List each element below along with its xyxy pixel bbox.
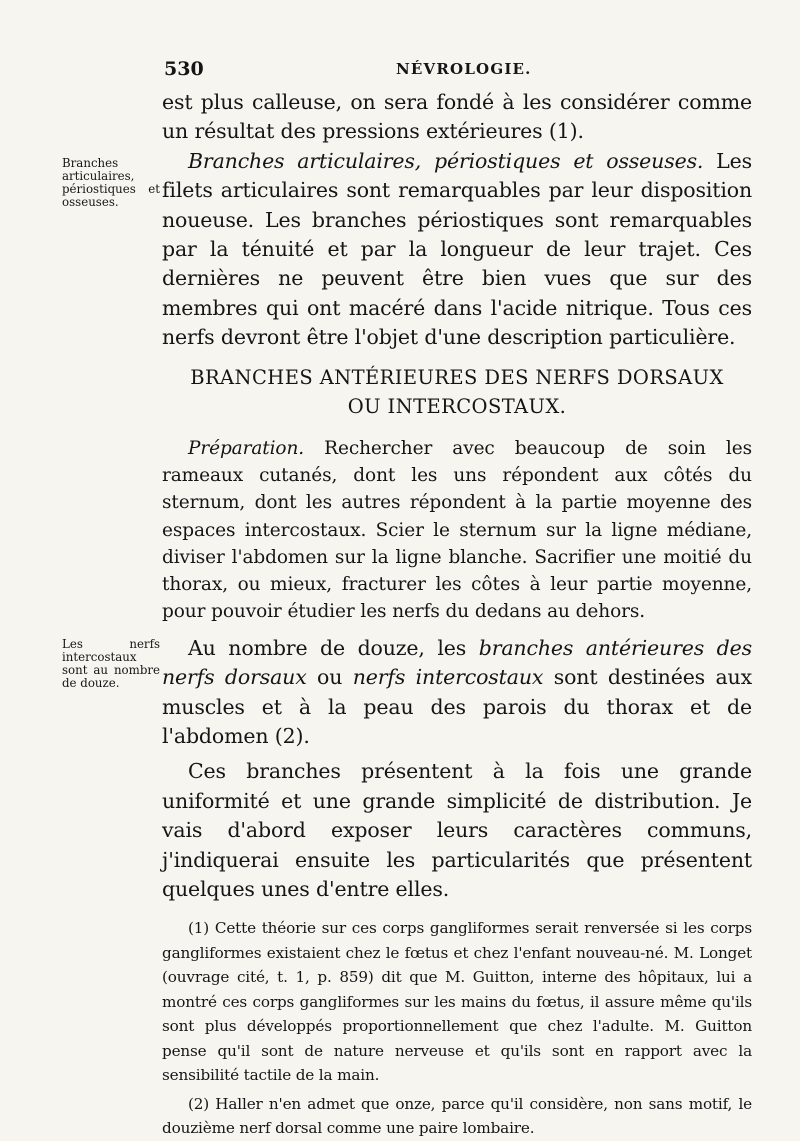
footnote-2: (2) Haller n'en admet que onze, parce qu'il considère, non sans motif, le douzième nerf dorsal comme une paire lombaire. (162, 1094, 752, 1138)
page-header (162, 58, 752, 82)
main-text (162, 88, 752, 1141)
running-head: NÉVROLOGIE. (396, 60, 532, 78)
p3-text-a: Au nombre de douze, les (188, 635, 479, 660)
term-intercostal-nerves: nerfs intercostaux (352, 665, 544, 690)
section-title-line-1: BRANCHES ANTÉRIEURES DES NERFS DORSAUX (190, 365, 724, 389)
margin-note-intercostal-count: Les nerfs intercostaux sont au nombre de douze. (62, 637, 160, 690)
term-anterior-branches: branches antérieures des nerfs dorsaux (162, 635, 753, 690)
paragraph-articular-text: Les filets articulaires sont remarquables par leur disposition noueuse. Les branches périostiques sont remarquables par la ténuité et par la longueur de leur trajet. Ces dernières ne peuvent être bien vues que sur des membres qui ont macéré dans l'acide nitrique. Tous ces nerfs devront être l'objet d'une description particulière. (162, 148, 752, 350)
margin-note-articular-branches: Branches articulaires, périostiques et osseuses. (62, 156, 160, 209)
section-title-line-2: OU INTERCOSTAUX. (347, 394, 567, 418)
paragraph-continuation: est plus calleuse, on sera fondé à les considérer comme un résultat des pressions extérieures (1). (162, 90, 752, 144)
paragraph-branches-uniformity: Ces branches présentent à la fois une grande uniformité et une grande simplicité de distribution. Je vais d'abord exposer leurs caractères communs, j'indiquerai ensuite les particularités que présentent quelques unes d'entre elles. (162, 759, 752, 901)
footnote-1: (1) Cette théorie sur ces corps gangliformes serait renversée si les corps gangliformes existaient chez le fœtus et chez l'enfant nouveau-né. M. Longet (ouvrage cité, t. 1, p. 859) dit que M. Guitton, interne des hôpitaux, lui a montré ces corps gangliformes sur les mains du fœtus, il assure même qu'ils sont plus développés proportionnellement que chez l'adulte. M. Guitton pense qu'il sont de nature nerveuse et qu'ils sont en rapport avec la sensibilité tactile de la main. (162, 919, 752, 1085)
subheading-articular-branches: Branches articulaires, périostiques et osseuses. (188, 148, 704, 173)
p3-text-b: ou (306, 665, 353, 690)
paragraph-intercostal-count (162, 634, 752, 752)
preparation-text: Rechercher avec beaucoup de soin les rameaux cutanés, dont les uns répondent aux côtés du sternum, dont les autres répondent à la partie moyenne des espaces intercostaux. Scier le sternum sur la ligne médiane, diviser l'abdomen sur la ligne blanche. Sacrifier une moitié du thorax, ou mieux, fracturer les côtes à leur partie moyenne, pour pouvoir étudier les nerfs du dedans au dehors. (162, 437, 752, 623)
preparation-label: Préparation. (188, 437, 305, 459)
paragraph-preparation (162, 435, 752, 626)
section-title (162, 363, 752, 421)
p3-text-c: sont destinées aux muscles et à la peau des parois du thorax et de l'abdomen (2). (162, 665, 752, 748)
page-number: 530 (164, 58, 204, 80)
paragraph-articular-branches (162, 147, 752, 353)
